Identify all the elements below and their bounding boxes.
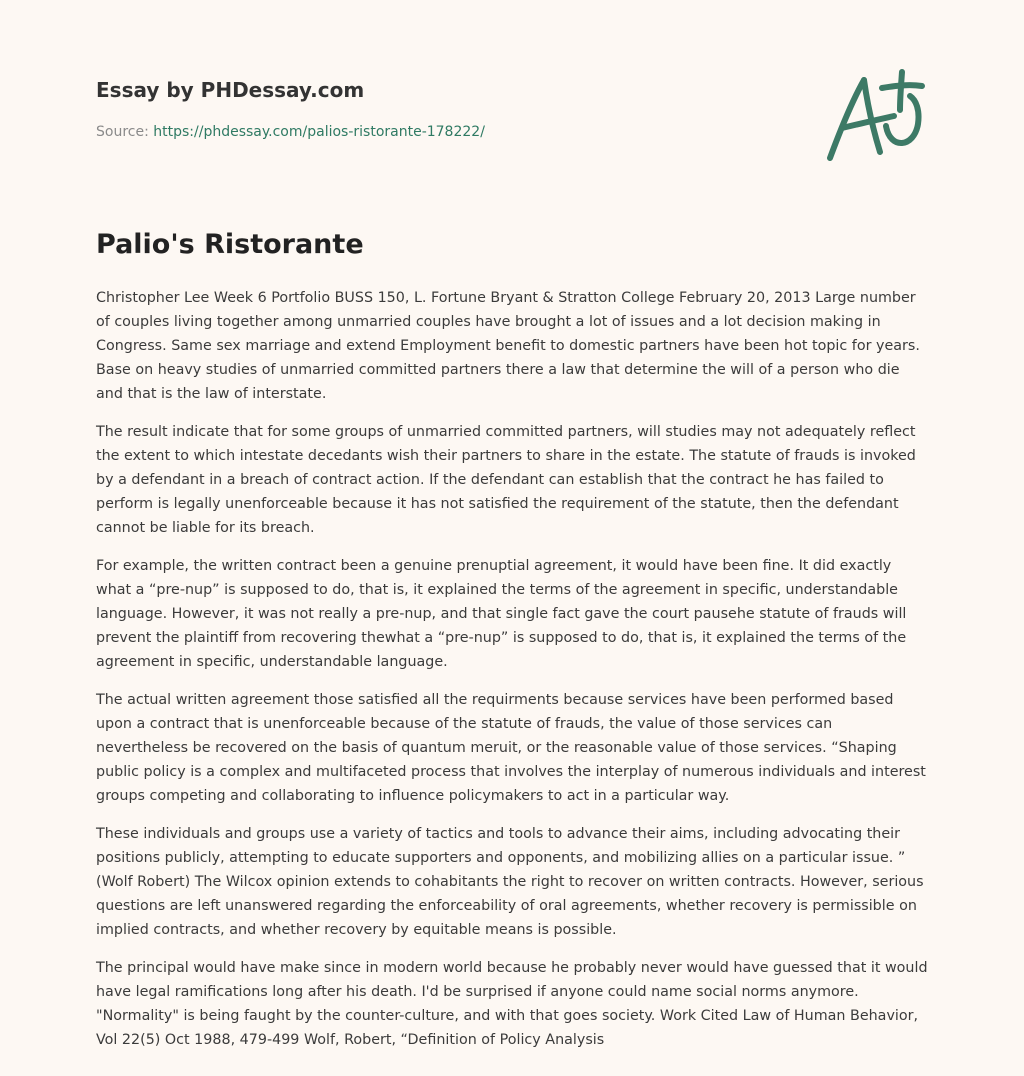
essay-paragraph: These individuals and groups use a variety of tactics and tools to advance their aims, including advocating their positions publicly, attempting to educate supporters and opponents, and mobilizing allies on a particular issue. ” (Wolf Robert) The Wilcox opinion extends to cohabitants the right to recover on written contracts. However, serious questions are left unanswered regarding the enforceability of oral agreements, whether recovery is permissible on implied contracts, and whether recovery by equitable means is possible. bbox=[96, 826, 924, 938]
essay-paragraph: Christopher Lee Week 6 Portfolio BUSS 150, L. Fortune Bryant & Stratton College February 20, 2013 Large number of couples living together among unmarried couples have brought a lot of issues and a lot decision making in Congress. Same sex marriage and extend Employment benefit to domestic partners have been hot topic for years. Base on heavy studies of unmarried committed partners there a law that determine the will of a person who die and that is the law of interstate. bbox=[96, 290, 920, 402]
essay-paragraph: The actual written agreement those satisfied all the requirments because services have been performed based upon a contract that is unenforceable because of the statute of frauds, the value of those services can nevertheless be recovered on the basis of quantum meruit, or the reasonable value of those services. “Shaping public policy is a complex and multifaceted process that involves the interplay of numerous individuals and interest groups competing and collaborating to influence policymakers to act in a particular way. bbox=[96, 692, 926, 804]
a-plus-grade-icon bbox=[820, 66, 930, 166]
essay-paragraph: For example, the written contract been a genuine prenuptial agreement, it would have been fine. It did exactly what a “pre-nup” is supposed to do, that is, it explained the terms of the agreement in specific, understandable language. However, it was not really a pre-nup, and that single fact gave the court pausehe statute of frauds will prevent the plaintiff from recovering thewhat a “pre-nup” is supposed to do, that is, it explained the terms of the agreement in specific, understandable language. bbox=[96, 558, 907, 670]
essay-paragraph: The result indicate that for some groups of unmarried committed partners, will studies may not adequately reflect the extent to which intestate decedants wish their partners to share in the estate. The statute of frauds is invoked by a defendant in a breach of contract action. If the defendant can establish that the contract he has failed to perform is legally unenforceable because it has not satisfied the requirement of the statute, then the defendant cannot be liable for its breach. bbox=[96, 424, 916, 536]
source-line bbox=[96, 122, 796, 142]
essay-title: Palio's Ristorante bbox=[96, 229, 364, 260]
essay-body bbox=[96, 286, 928, 1066]
source-link[interactable]: https://phdessay.com/palios-ristorante-178222/ bbox=[153, 124, 485, 140]
source-label: Source: bbox=[96, 124, 154, 140]
essay-paragraph: The principal would have make since in modern world because he probably never would have guessed that it would have legal ramifications long after his death. I'd be surprised if anyone could name social norms anymore. "Normality" is being faught by the counter-culture, and with that goes society. Work Cited Law of Human Behavior, Vol 22(5) Oct 1988, 479-499 Wolf, Robert, “Definition of Policy Analysis bbox=[96, 960, 928, 1048]
site-title: Essay by PHDessay.com bbox=[96, 78, 365, 102]
header bbox=[96, 76, 796, 142]
